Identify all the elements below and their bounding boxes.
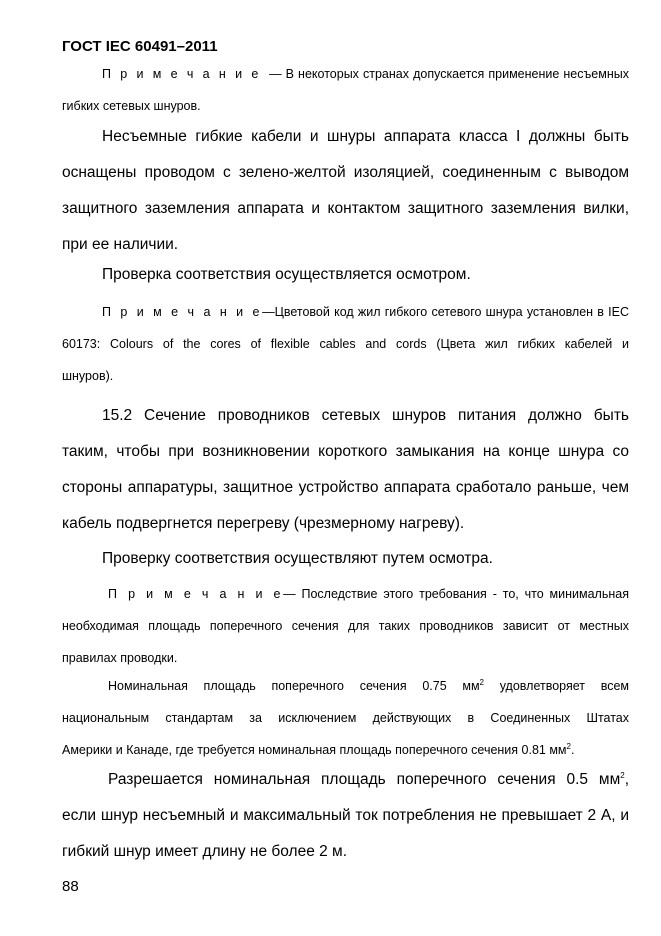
- paragraph-2-line-1: 15.2 Сечение проводников сетевых шнуров питания должно быть: [102, 407, 629, 424]
- paragraph-3: [62, 762, 629, 870]
- paragraph-2-line-3: стороны аппаратуры, защитное устройство аппарата сработало раньше, чем: [62, 479, 629, 496]
- paragraph-3-text-1a: Разрешается номинальная площадь поперечного сечения 0.5 мм: [108, 771, 621, 788]
- note-4-superscript-1: 2: [479, 677, 484, 687]
- paragraph-1-line-3: защитного заземления аппарата и контактом защитного заземления вилки,: [62, 200, 629, 217]
- note-3-text-1: — Последствие этого требования - то, что минимальная: [283, 587, 629, 601]
- paragraph-1-line-4: при ее наличии.: [62, 236, 179, 253]
- paragraph-2: [62, 398, 629, 542]
- note-4-line-1: [62, 670, 629, 702]
- note-4: [62, 670, 629, 766]
- document-header: ГОСТ IEC 60491–2011: [62, 38, 218, 55]
- check-1: [62, 257, 629, 293]
- note-1-label: П р и м е ч а н и е: [102, 67, 261, 81]
- note-2-label: П р и м е ч а н и е: [102, 305, 263, 319]
- note-2-text-1: —Цветовой код жил гибкого сетевого шнура установлен в IEC: [262, 305, 629, 319]
- page-number: 88: [62, 878, 79, 895]
- note-4-text-1a: Номинальная площадь поперечного сечения 0.75 мм: [108, 679, 480, 693]
- note-4-line-2: национальным стандартам за исключением действующих в Соединенных Штатах: [62, 711, 629, 725]
- note-2: [62, 296, 629, 392]
- paragraph-2-line-2: таким, чтобы при возникновении короткого замыкания на конце шнура со: [62, 443, 629, 460]
- note-1-line-1: [62, 58, 629, 90]
- paragraph-3-text-1b: ,: [624, 771, 629, 788]
- paragraph-2-line-4: кабель подвергнется перегреву (чрезмерному нагреву).: [62, 515, 465, 532]
- note-4-superscript-2: 2: [566, 741, 571, 751]
- paragraph-3-line-2: если шнур несъемный и максимальный ток потребления не превышает 2 А, и: [62, 807, 629, 824]
- note-3-line-3: правилах проводки.: [62, 651, 178, 665]
- paragraph-3-line-1: [62, 762, 629, 798]
- note-4-text-3a: Америки и Канаде, где требуется номинальная площадь поперечного сечения 0.81 мм: [62, 743, 567, 757]
- note-2-line-2: 60173: Colours of the cores of flexible cables and cords (Цвета жил гибких кабелей и: [62, 337, 629, 351]
- paragraph-3-superscript: 2: [620, 770, 625, 780]
- note-4-text-1b: удовлетворяет всем: [484, 679, 629, 693]
- check-2: [62, 541, 629, 577]
- paragraph-3-line-3: гибкий шнур имеет длину не более 2 м.: [62, 843, 348, 860]
- paragraph-1-line-1: Несъемные гибкие кабели и шнуры аппарата класса I должны быть: [102, 128, 629, 145]
- note-3: [62, 578, 629, 674]
- note-1-text-1: — В некоторых странах допускается применение несъемных: [269, 67, 629, 81]
- check-1-text: Проверка соответствия осуществляется осмотром.: [102, 266, 471, 283]
- note-2-line-1: [62, 296, 629, 328]
- note-1-line-2: гибких сетевых шнуров.: [62, 99, 201, 113]
- note-2-line-3: шнуров).: [62, 369, 114, 383]
- note-1: [62, 58, 629, 122]
- check-2-text: Проверку соответствия осуществляют путем осмотра.: [102, 550, 493, 567]
- note-4-text-3b: .: [570, 743, 575, 757]
- note-3-label: П р и м е ч а н и е: [108, 587, 284, 601]
- paragraph-1-line-2: оснащены проводом с зелено-желтой изоляцией, соединенным с выводом: [62, 164, 629, 181]
- note-3-line-2: необходимая площадь поперечного сечения для таких проводников зависит от местных: [62, 619, 629, 633]
- paragraph-1: [62, 119, 629, 263]
- note-3-line-1: [62, 578, 629, 610]
